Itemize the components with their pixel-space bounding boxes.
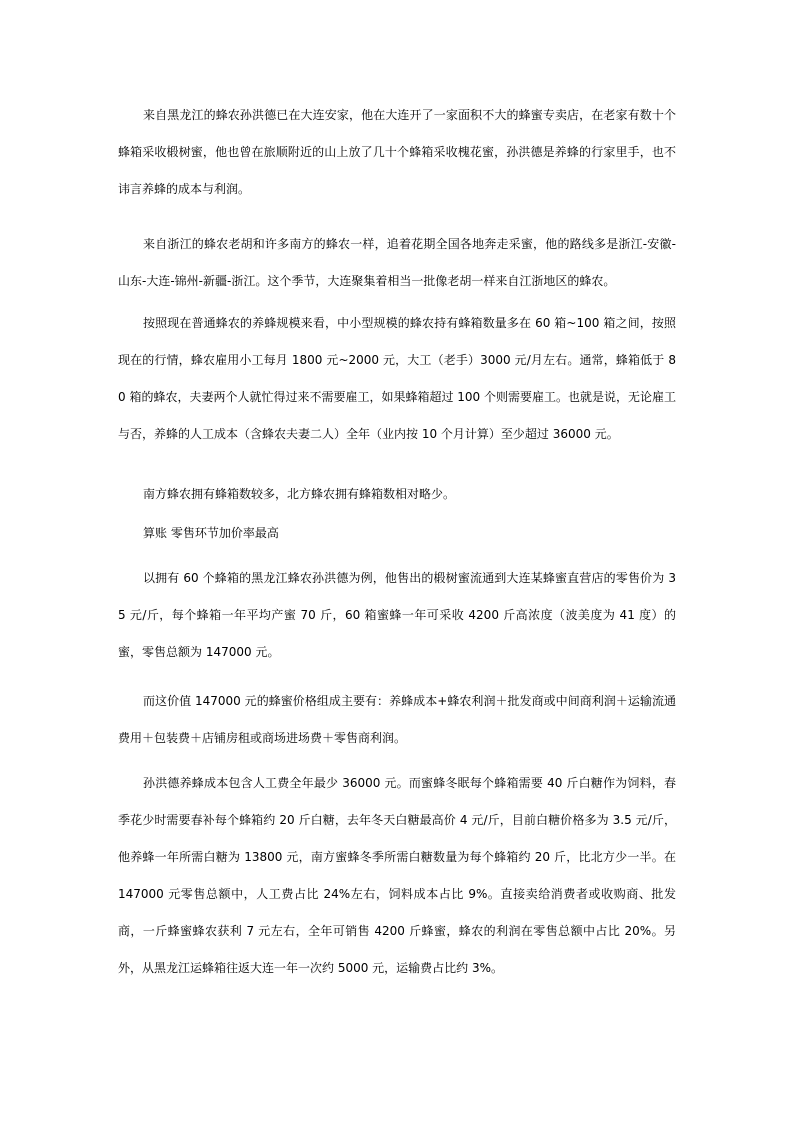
paragraph-labor-cost: 按照现在普通蜂农的养蜂规模来看，中小型规模的蜂农持有蜂箱数量多在 60 箱~100 箱之间，按照现在的行情，蜂农雇用小工每月 1800 元~2000 元，大工（老手）3000 元/月左右。通常，蜂箱低于 80 箱的蜂农，夫妻两个人就忙得过来不需要雇工，如果蜂箱超过 100 个则需要雇工。也就是说，无论雇工与否，养蜂的人工成本（含蜂农夫妻二人）全年（业内按 10 个月计算）至少超过 36000 元。 (118, 316, 676, 441)
paragraph-lao-hu-route: 来自浙江的蜂农老胡和许多南方的蜂农一样，追着花期全国各地奔走采蜜，他的路线多是浙江-安徽-山东-大连-锦州-新疆-浙江。这个季节，大连聚集着相当一批像老胡一样来自江浙地区的蜂农。 (118, 237, 676, 288)
paragraph-south-north-hives: 南方蜂农拥有蜂箱数较多，北方蜂农拥有蜂箱数相对略少。 (143, 487, 456, 501)
paragraph-price-composition: 而这价值 147000 元的蜂蜜价格组成主要有：养蜂成本+蜂农利润＋批发商或中间商利润＋运输流通费用＋包装费＋店铺房租或商场进场费＋零售商利润。 (118, 694, 676, 745)
paragraph-retail-total: 以拥有 60 个蜂箱的黑龙江蜂农孙洪德为例，他售出的椴树蜜流通到大连某蜂蜜直营店的零售价为 35 元/斤，每个蜂箱一年平均产蜜 70 斤，60 箱蜜蜂一年可采收 4200 斤高浓度（波美度为 41 度）的蜜，零售总额为 147000 元。 (118, 571, 676, 659)
paragraph-cost-breakdown: 孙洪德养蜂成本包含人工费全年最少 36000 元。而蜜蜂冬眠每个蜂箱需要 40 斤白糖作为饲料，春季花少时需要春补每个蜂箱约 20 斤白糖，去年冬天白糖最高价 4 元/斤，目前白糖价格多为 3.5 元/斤，他养蜂一年所需白糖为 13800 元，南方蜜蜂冬季所需白糖数量为每个蜂箱约 20 斤，比北方少一半。在 147000 元零售总额中，人工费占比 24%左右，饲料成本占比 9%。直接卖给消费者或收购商、批发商，一斤蜂蜜蜂农获利 7 元左右，全年可销售 4200 斤蜂蜜，蜂农的利润在零售总额中占比 20%。另外，从黑龙江运蜂箱往返大连一年一次约 5000 元，运输费占比约 3%。 (118, 776, 676, 975)
paragraph-intro-sun-hongde: 来自黑龙江的蜂农孙洪德已在大连安家，他在大连开了一家面积不大的蜂蜜专卖店，在老家有数十个蜂箱采收椴树蜜，他也曾在旅顺附近的山上放了几十个蜂箱采收槐花蜜，孙洪德是养蜂的行家里手，也不讳言养蜂的成本与利润。 (118, 108, 676, 196)
section-heading-retail-markup: 算账 零售环节加价率最高 (143, 526, 279, 540)
